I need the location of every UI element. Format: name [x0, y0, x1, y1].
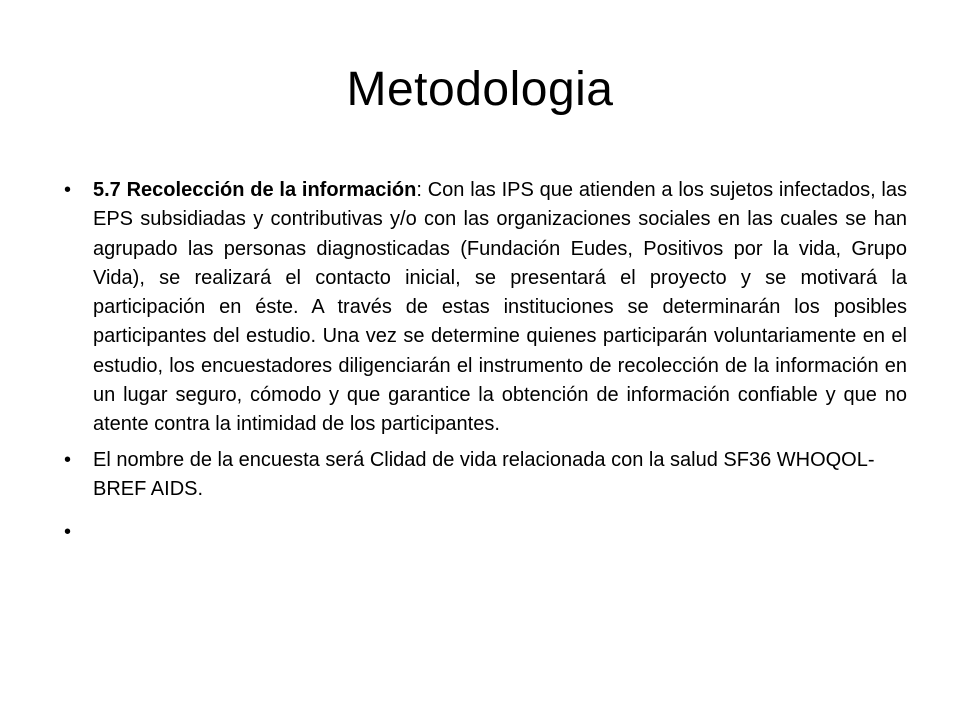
- bullet-body: : Con las IPS que atienden a los sujetos infectados, las EPS subsidiadas y contributivas y/o con las organizaciones sociales en las cuales se han agrupado las personas diagnosticadas (Fundación Eudes, Positivos por la vida, Grupo Vida), se realizará el contacto inicial, se presentará el proyecto y se motivará la participación en éste. A través de estas instituciones se determinarán los posibles participantes del estudio. Una vez se determine quienes participarán voluntariamente en el estudio, los encuestadores diligenciarán el instrumento de recolección de la información en un lugar seguro, cómodo y que garantice la obtención de información confiable y que no atente contra la intimidad de los participantes.: [93, 179, 908, 436]
- bullet-heading: 5.7 Recolección de la información: [93, 179, 417, 201]
- bullet-dot-icon: •: [64, 179, 72, 201]
- bullet-text: [93, 179, 907, 435]
- bullet-item-encuesta: [64, 446, 907, 505]
- bullet-dot-icon: •: [64, 448, 72, 471]
- bullet-text: El nombre de la encuesta será Clidad de vida relacionada con la salud SF36 WHOQOL-BREF AIDS.: [93, 448, 875, 500]
- bullet-list: [64, 176, 907, 554]
- bullet-item-empty: [64, 518, 907, 547]
- slide-title: Metodologia: [346, 63, 614, 116]
- bullet-dot-icon: •: [64, 521, 72, 544]
- bullet-item-recoleccion: [64, 176, 907, 440]
